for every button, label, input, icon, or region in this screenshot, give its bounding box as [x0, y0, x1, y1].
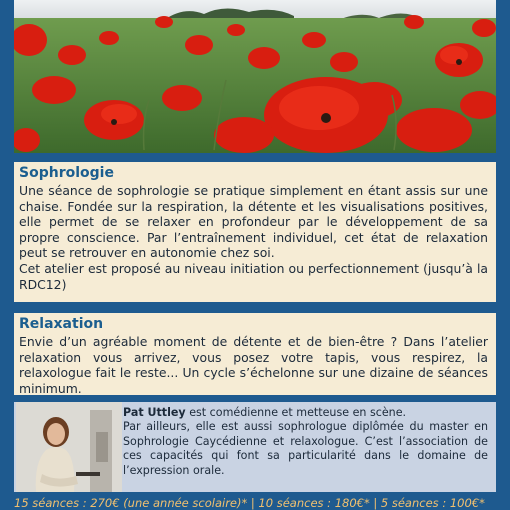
instructor-role: est comédienne et metteuse en scène. [185, 406, 407, 419]
relaxation-title: Relaxation [19, 316, 104, 332]
relaxation-section [14, 313, 496, 395]
sophrologie-title: Sophrologie [19, 165, 114, 181]
sophrologie-level-note: Cet atelier est proposé au niveau initiation ou perfectionnement (jusqu’à la RDC12) [19, 260, 488, 292]
instructor-background: Par ailleurs, elle est aussi sophrologue diplômée du master en Sophrologie Caycédienne et relaxologue. C’est l’association de ces capacités qui font sa particularité dans le domaine de l’expression orale. [123, 420, 488, 477]
instructor-bio-text [123, 406, 488, 478]
instructor-name: Pat Uttley [123, 406, 186, 419]
sophrologie-description: Une séance de sophrologie se pratique simplement en étant assis sur une chaise. Fondée sur la respiration, la détente et les visualisations positives, elle permet de se relaxer en profondeur par le développement de sa propre conscience. Par l’entraînement individuel, cet état de relaxation peut se retrouver en autonomie chez soi. [19, 183, 488, 261]
sophrologie-section [14, 162, 496, 302]
instructor-bio [14, 402, 496, 492]
poppy-field-photo [14, 0, 496, 153]
instructor-portrait [16, 402, 122, 492]
price-list: 15 séances : 270€ (une année scolaire)* | 10 séances : 180€* | 5 séances : 100€* [14, 496, 485, 510]
relaxation-description: Envie d’un agréable moment de détente et de bien-être ? Dans l’atelier relaxation vous arrivez, vous posez votre tapis, vous respirez, la relaxologue fait le reste... Un cycle s’échelonne sur une dizaine de séances minimum. [19, 334, 488, 396]
